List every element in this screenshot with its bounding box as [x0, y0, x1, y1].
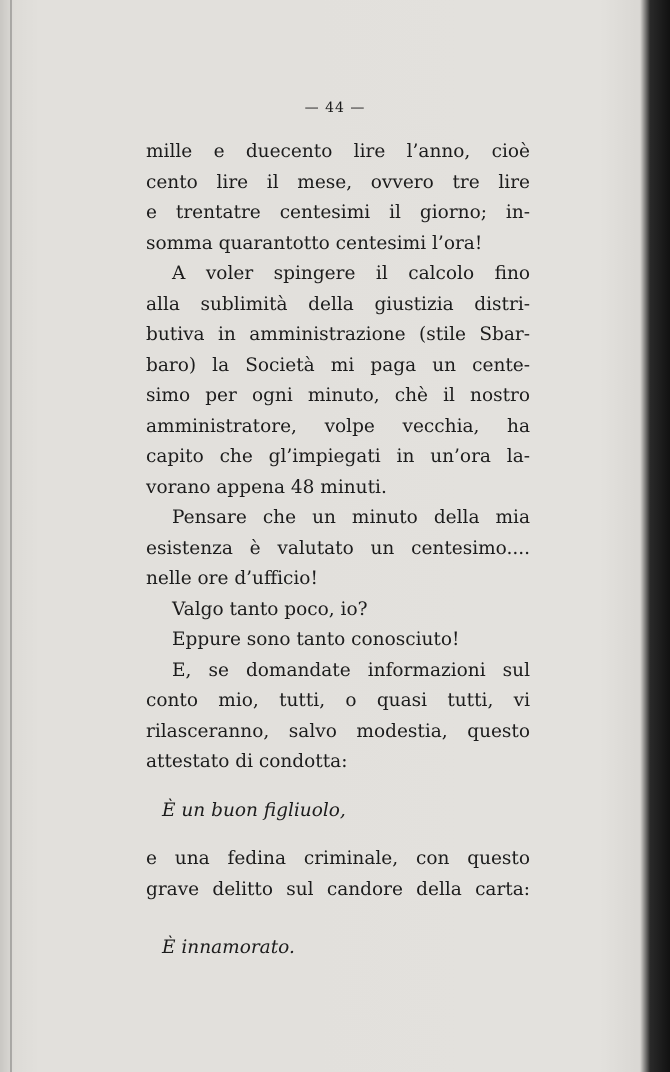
text-line: Eppure sono tanto conosciuto!: [172, 629, 460, 650]
text-line: mille e duecento lire l’anno, cioè: [146, 141, 530, 162]
text-line: conto mio, tutti, o quasi tutti, vi: [146, 690, 530, 711]
text-line: alla sublimità della giustizia distri-: [146, 293, 530, 315]
text-line: rilasceranno, salvo modestia, questo: [146, 720, 530, 742]
page-number: — 44 —: [304, 100, 366, 116]
italic-quote: È un buon figliuolo,: [162, 799, 346, 821]
text-line: somma quarantotto centesimi l’ora!: [146, 232, 483, 254]
italic-quote: È innamorato.: [162, 937, 295, 958]
text-line: butiva in amministrazione (stile Sbar-: [146, 324, 530, 345]
text-line: baro) la Società mi paga un cente-: [146, 354, 530, 376]
text-line: esistenza è valutato un centesimo....: [146, 537, 530, 559]
text-line: nelle ore d’ufficio!: [146, 568, 318, 589]
text-line: capito che gl’impiegati in un’ora la-: [146, 446, 530, 467]
text-line: cento lire il mese, ovvero tre lire: [146, 171, 530, 193]
text-line: Valgo tanto poco, io?: [172, 598, 368, 620]
text-line: attestato di condotta:: [146, 751, 348, 772]
text-line: E, se domandate informazioni sul: [172, 659, 530, 681]
text-line: grave delitto sul candore della carta:: [146, 878, 530, 900]
text-line: simo per ogni minuto, chè il nostro: [146, 385, 530, 406]
text-line: A voler spingere il calcolo fino: [172, 263, 530, 284]
page-gutter: [10, 0, 12, 1072]
text-line: e una fedina criminale, con questo: [146, 848, 530, 869]
body-text: [146, 137, 530, 964]
text-line: amministratore, volpe vecchia, ha: [146, 415, 530, 437]
text-line: e trentatre centesimi il giorno; in-: [146, 202, 530, 223]
text-line: Pensare che un minuto della mia: [172, 507, 530, 528]
text-line: vorano appena 48 minuti.: [146, 476, 387, 498]
